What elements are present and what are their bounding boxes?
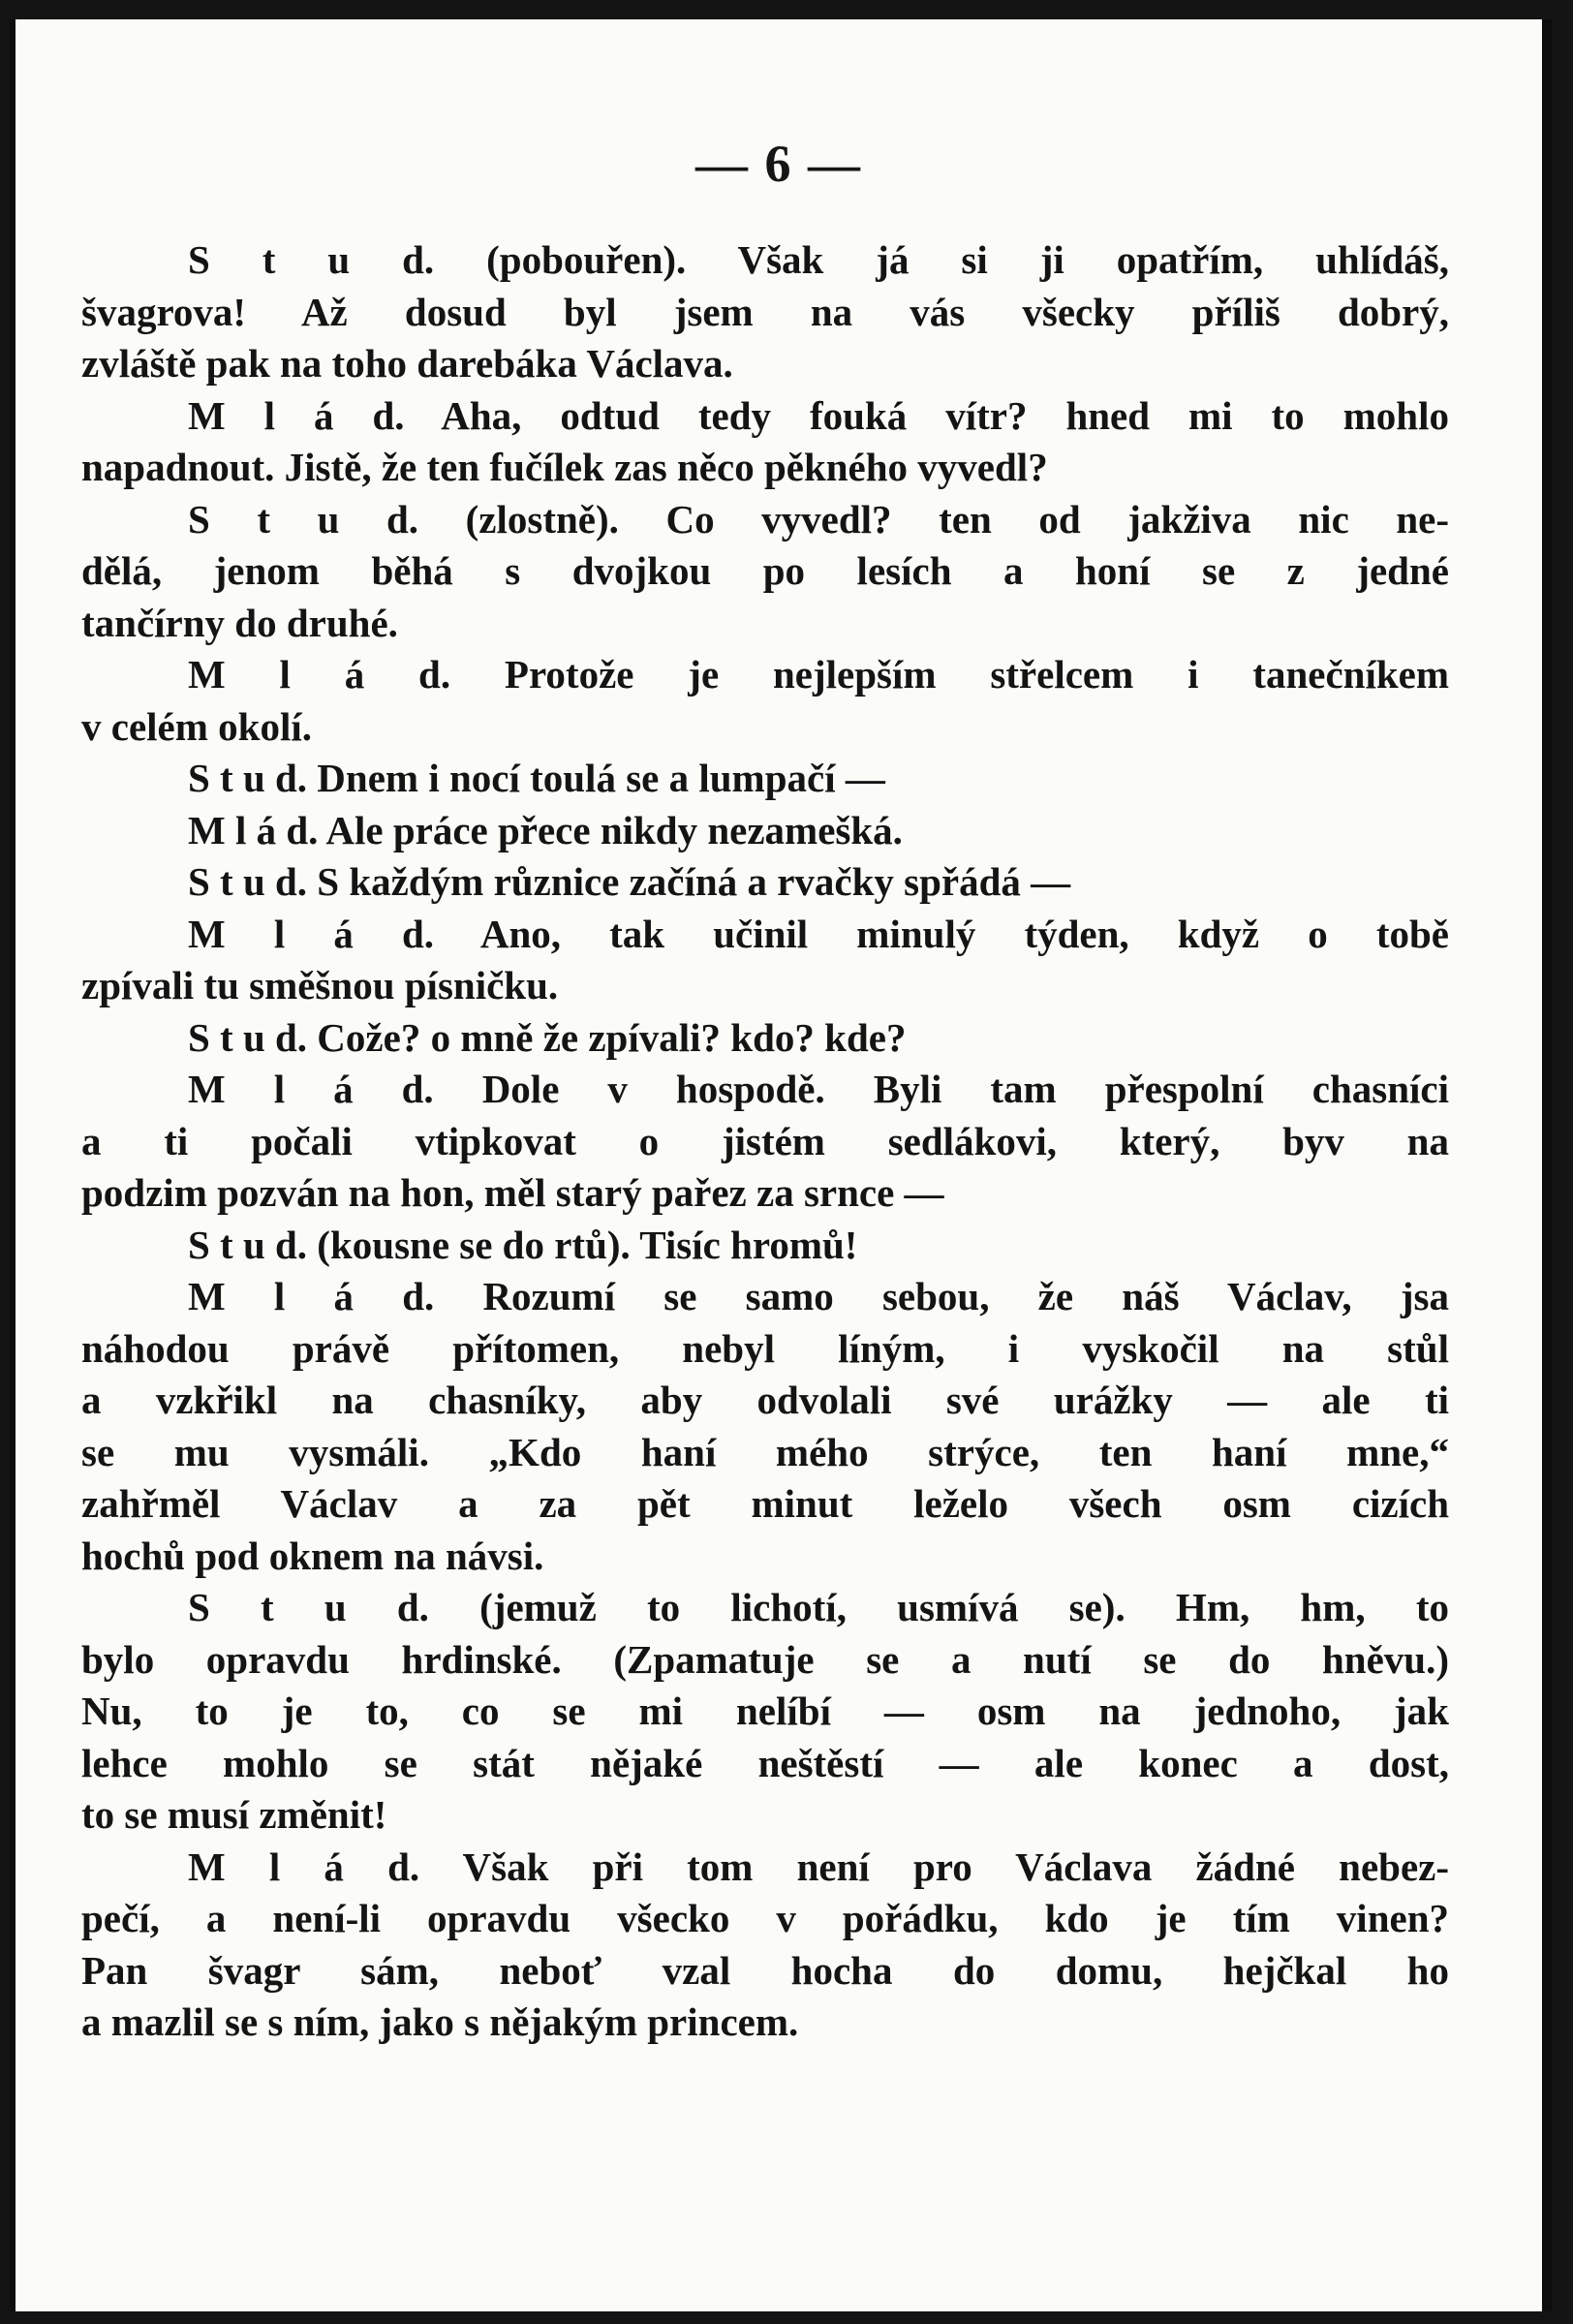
text-line: se mu vysmáli. „Kdo haní mého strýce, ten haní mne,“ (81, 1429, 1449, 1474)
text-line: M l á d. Dole v hospodě. Byli tam přespolní chasníci (188, 1067, 1449, 1111)
text-line: S t u d. Cože? o mně že zpívali? kdo? kde? (188, 1014, 907, 1060)
text-line: S t u d. (zlostně). Co vyvedl? ten od jakživa nic ne- (188, 496, 1449, 542)
text-line: Nu, to je to, co se mi nelíbí — osm na jednoho, jak (81, 1689, 1449, 1733)
text-line: S t u d. Dnem i nocí toulá se a lumpačí — (188, 756, 885, 800)
text-line: M l á d. Aha, odtud tedy fouká vítr? hned mi to mohlo (188, 392, 1449, 438)
paragraph (81, 1064, 1449, 1220)
text-line: S t u d. (kousne se do rtů). Tisíc hromů! (188, 1222, 858, 1267)
text-line: to se musí změnit! (81, 1792, 387, 1837)
paragraph (188, 1012, 1449, 1065)
paragraph (81, 1842, 1449, 2049)
text-line: a mazlil se s ním, jako s nějakým princem. (81, 1999, 799, 2044)
text-line: S t u d. (jemuž to lichotí, usmívá se). Hm, hm, to (188, 1585, 1449, 1629)
body-text (81, 234, 1449, 2049)
text-line: tančírny do druhé. (81, 600, 398, 645)
text-line: zvláště pak na toho darebáka Václava. (81, 341, 733, 386)
text-line: M l á d. Ale práce přece nikdy nezamešká. (188, 807, 903, 852)
text-line: a vzkřikl na chasníky, aby odvolali své urážky — ale ti (81, 1378, 1449, 1422)
text-line: M l á d. Rozumí se samo sebou, že náš Václav, jsa (188, 1274, 1449, 1318)
text-line: švagrova! Až dosud byl jsem na vás všecky příliš dobrý, (81, 289, 1449, 334)
text-line: S t u d. (pobouřen). Však já si ji opatřím, uhlídáš, (188, 237, 1449, 282)
text-line: M l á d. Však při tom není pro Václava žádné nebez- (188, 1844, 1449, 1889)
text-line: napadnout. Jistě, že ten fučílek zas něco pěkného vyvedl? (81, 445, 1048, 489)
paragraph (81, 234, 1449, 390)
text-line: podzim pozván na hon, měl starý pařez za srnce — (81, 1170, 944, 1215)
text-line: hochů pod oknem na návsi. (81, 1533, 544, 1578)
paragraph (81, 909, 1449, 1012)
paragraph (81, 1271, 1449, 1582)
text-line: S t u d. S každým různice začíná a rvačky spřádá — (188, 859, 1071, 904)
paragraph (188, 753, 1449, 805)
paragraph (81, 494, 1449, 650)
paragraph (81, 1582, 1449, 1842)
paragraph (81, 649, 1449, 753)
paragraph (188, 856, 1449, 909)
text-line: dělá, jenom běhá s dvojkou po lesích a honí se z jedné (81, 548, 1449, 593)
text-line: v celém okolí. (81, 703, 312, 749)
paragraph (81, 390, 1449, 494)
text-line: Pan švagr sám, neboť vzal hocha do domu, hejčkal ho (81, 1947, 1449, 1993)
text-line: pečí, a není-li opravdu všecko v pořádku, kdo je tím vinen? (81, 1896, 1449, 1940)
text-line: náhodou právě přítomen, nebyl líným, i vyskočil na stůl (81, 1325, 1449, 1371)
page-number: — 6 — (695, 135, 862, 193)
text-line: a ti počali vtipkovat o jistém sedlákovi, který, byv na (81, 1118, 1449, 1163)
text-line: lehce mohlo se stát nějaké neštěstí — ale konec a dost, (81, 1740, 1449, 1785)
paragraph (188, 1220, 1449, 1272)
text-line: M l á d. Ano, tak učinil minulý týden, když o tobě (188, 911, 1449, 956)
text-line: zpívali tu směšnou písničku. (81, 963, 559, 1007)
book-page (10, 19, 1552, 2311)
text-line: zahřměl Václav a za pět minut leželo všech osm cizích (81, 1481, 1449, 1526)
paragraph (188, 805, 1449, 857)
text-line: M l á d. Protože je nejlepším střelcem i tanečníkem (188, 652, 1449, 697)
text-line: bylo opravdu hrdinské. (Zpamatuje se a nutí se do hněvu.) (81, 1636, 1449, 1682)
